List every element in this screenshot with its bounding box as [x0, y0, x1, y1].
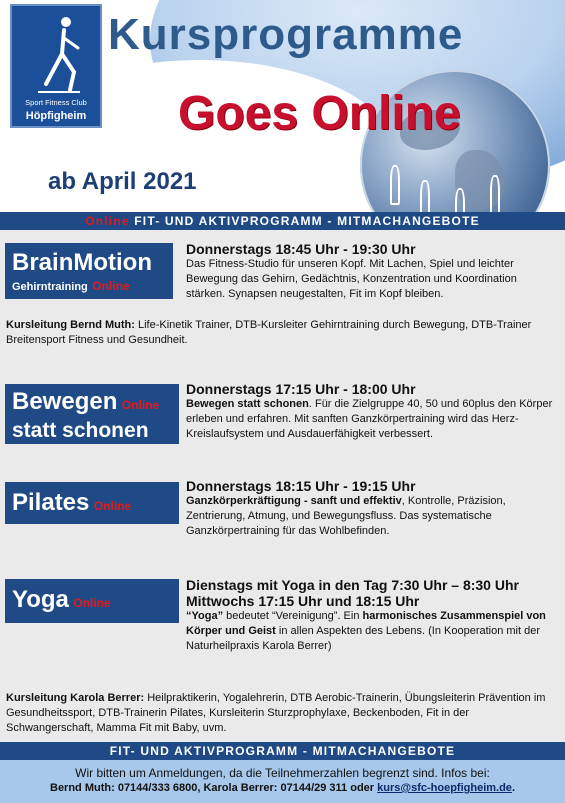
banner-online-label: Online: [85, 214, 130, 228]
leader-label: Kursleitung Bernd Muth:: [6, 319, 135, 331]
course-bold-lead: “Yoga”: [186, 610, 224, 622]
bottom-banner: FIT- UND AKTIVPROGRAMM - MITMACHANGEBOTE: [0, 742, 565, 760]
course-bold-lead: Bewegen statt schonen: [186, 398, 309, 410]
course-online-label: Online: [73, 596, 111, 610]
course-online-label: Online: [92, 279, 130, 293]
course-name: Pilates: [12, 489, 90, 516]
footer-contact-line: [0, 781, 565, 796]
figure-silhouette-icon: [490, 175, 500, 212]
figure-silhouette-icon: [420, 180, 430, 212]
logo-text-line1: Sport Fitness Club: [25, 98, 87, 107]
footer-line1: Wir bitten um Anmeldungen, da die Teilnehmerzahlen begrenzt sind. Infos bei:: [75, 766, 490, 780]
footer: [0, 760, 565, 803]
footer-connector: oder: [347, 782, 378, 794]
course-text: in allen Aspekten des Lebens. (In Kooperation mit der Naturheilpraxis Karola Berrer): [186, 625, 541, 652]
course-name: Yoga: [12, 586, 69, 613]
course-name-line2: statt schonen: [12, 419, 149, 442]
course-bold-lead: Ganzkörperkräftigung - sanft und effektiv: [186, 495, 402, 507]
course-description-bewegen: [186, 381, 558, 442]
course-name-line1: Bewegen: [12, 388, 118, 415]
course-subtitle: Gehirntraining: [12, 281, 88, 293]
start-date: ab April 2021: [48, 168, 197, 195]
course-text: , Kontrolle, Präzision, Zentrierung, Atmung, und Bewegungsfluss. Das systematische Ganzkörpertraining für das Wohlbefinden.: [186, 495, 506, 537]
course-text: Das Fitness-Studio für unseren Kopf. Mit Lachen, Spiel und leichter Bewegung das Gehirn, Gedächtnis, Konzentration und Koordination stärken. Synapsen neugestalten, Fit im Kopf bleiben.: [186, 258, 517, 300]
course-online-label: Online: [121, 398, 160, 412]
header: [0, 0, 565, 212]
course-time: Donnerstags 17:15 Uhr - 18:00 Uhr: [186, 381, 416, 397]
leader-text: Heilpraktikerin, Yogalehrerin, DTB Aerobic-Trainerin, Übungsleiterin Prävention im Gesundheitssport, DTB-Trainerin Pilates, Kursleiterin Sturzprophylaxe, Beckenboden, Fit in der Schwangerschaft, Mamma Fit mit Baby, uvm.: [6, 692, 546, 734]
course-text: bedeutet “Vereinigung”. Ein: [223, 610, 363, 622]
course-description-brainmotion: [186, 241, 558, 302]
page-subtitle: Goes Online: [178, 87, 461, 140]
course-online-label: Online: [93, 499, 132, 513]
course-leader-karola-berrer: [6, 691, 556, 736]
course-title-box-yoga: [5, 579, 179, 623]
banner-text: FIT- UND AKTIVPROGRAMM - MITMACHANGEBOTE: [129, 214, 480, 228]
logo-text-line2: Höpfigheim: [25, 110, 87, 122]
email-link[interactable]: kurs@sfc-hoepfigheim.de: [377, 782, 512, 794]
course-time-2: Mittwochs 17:15 Uhr und 18:15 Uhr: [186, 593, 420, 609]
course-description-yoga: [186, 577, 558, 654]
course-bold-mid: harmonisches Zusammenspiel von Körper und Geist: [186, 610, 546, 637]
course-leader-bernd-muth: [6, 318, 556, 348]
club-logo: [10, 4, 102, 128]
figure-silhouette-icon: [390, 165, 400, 205]
course-description-pilates: [186, 478, 558, 539]
course-title-box-brainmotion: [5, 243, 173, 299]
course-text: . Für die Zielgruppe 40, 50 und 60plus den Körper erleben und erfahren. Mit sanften Ganzkörpertraining wird das Herz-Kreislaufsystem und Ausdauerfähigkeit verbessert.: [186, 398, 553, 440]
footer-period: .: [511, 782, 515, 794]
course-time: Donnerstags 18:15 Uhr - 19:15 Uhr: [186, 478, 416, 494]
course-name: BrainMotion: [12, 249, 152, 276]
course-title-box-bewegen: [5, 384, 179, 444]
figure-silhouette-icon: [455, 188, 465, 212]
page-title: Kursprogramme: [108, 10, 464, 59]
course-title-box-pilates: [5, 482, 179, 524]
athlete-logo-icon: [26, 14, 86, 94]
leader-text: Life-Kinetik Trainer, DTB-Kursleiter Gehirntraining durch Bewegung, DTB-Trainer Breitensport Fitness und Gesundheit.: [6, 319, 532, 346]
footer-phone-numbers: Bernd Muth: 07144/333 6800, Karola Berrer: 07144/29 311: [50, 782, 348, 794]
top-banner: [0, 212, 565, 230]
course-time: Dienstags mit Yoga in den Tag 7:30 Uhr – 8:30 Uhr: [186, 577, 519, 593]
leader-label: Kursleitung Karola Berrer:: [6, 692, 145, 704]
course-time: Donnerstags 18:45 Uhr - 19:30 Uhr: [186, 241, 416, 257]
